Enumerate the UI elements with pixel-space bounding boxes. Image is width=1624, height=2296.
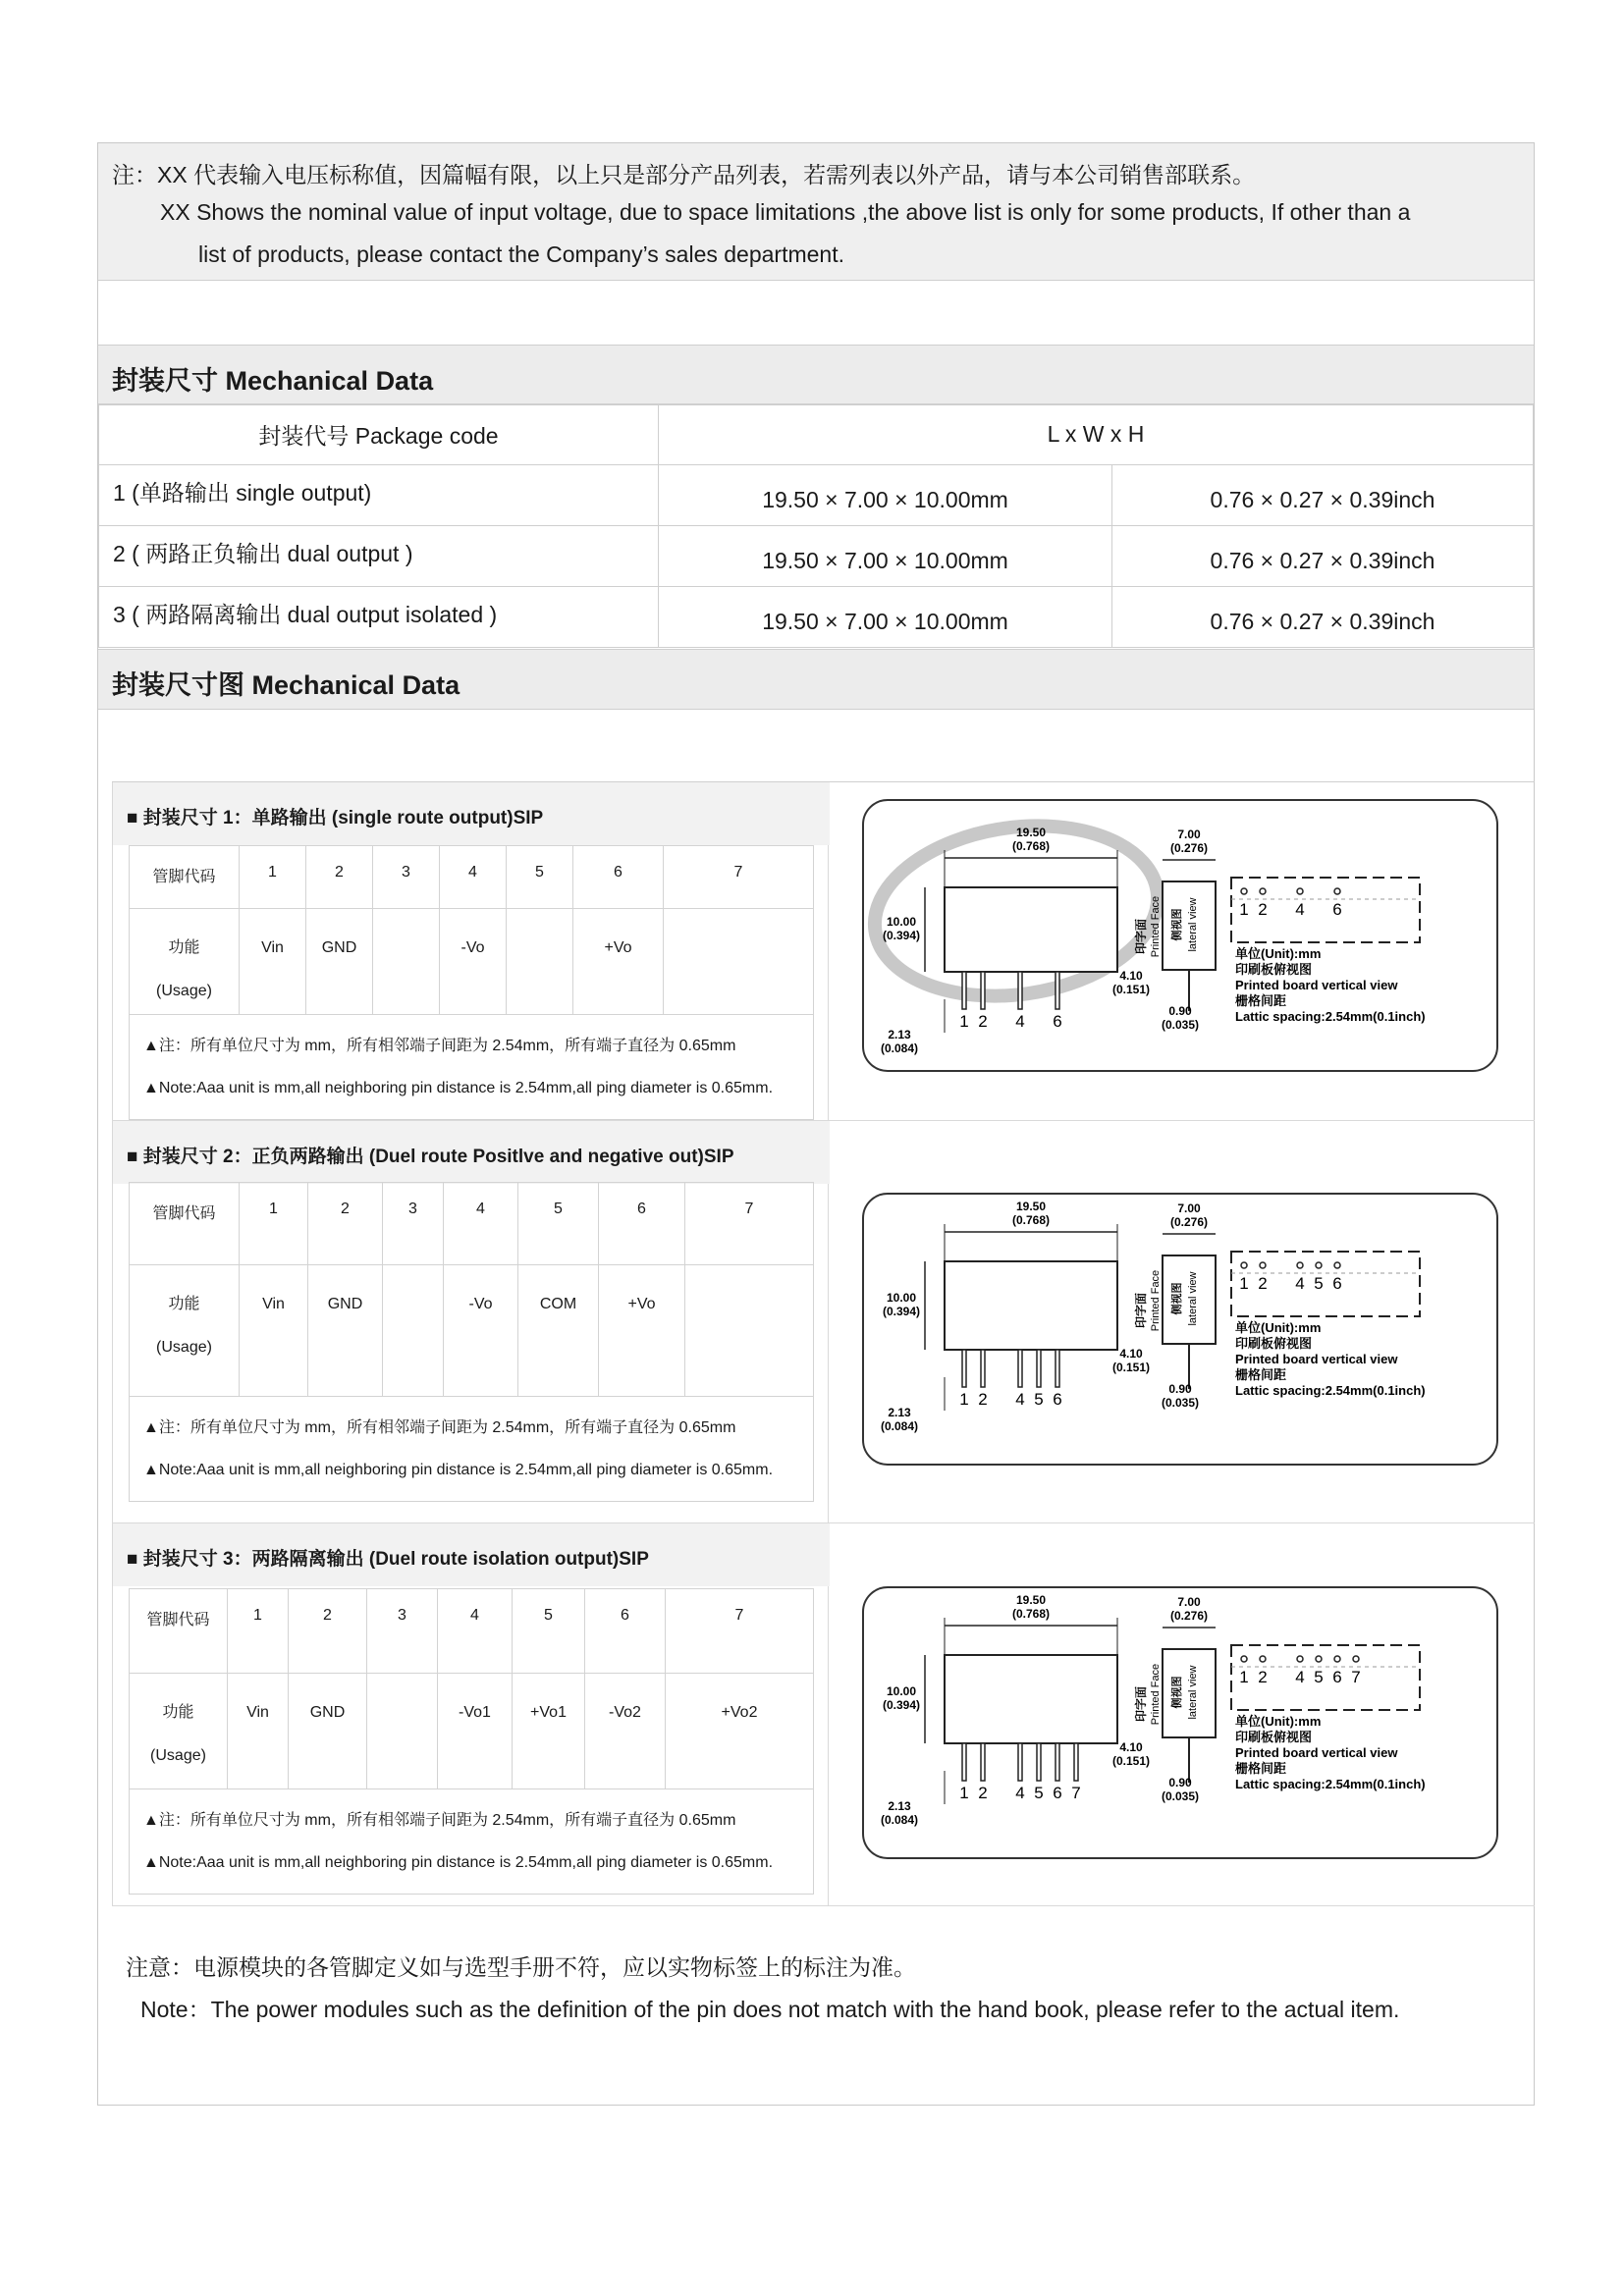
module-body xyxy=(945,1655,1117,1743)
pcb-pin-label: 5 xyxy=(1314,1668,1324,1686)
module-pin xyxy=(1056,1743,1059,1781)
spacing-label-en: Lattic spacing:2.54mm(0.1inch) xyxy=(1235,1777,1426,1791)
length-label: 19.50 xyxy=(1015,826,1047,839)
module-pin xyxy=(1037,1743,1041,1781)
pin-info-column xyxy=(112,782,829,1120)
pcb-pin-hole xyxy=(1353,1656,1359,1662)
section-heading-mechanical-data xyxy=(98,345,1534,405)
pin-width-label: 0.90 xyxy=(1168,1776,1192,1789)
package-block-2 xyxy=(112,1121,1535,1523)
pin-table xyxy=(129,1588,814,1895)
block-title xyxy=(113,1121,830,1184)
height-label: 10.00 xyxy=(886,1291,917,1305)
module-pin xyxy=(981,972,985,1009)
width-label: 7.00 xyxy=(1177,1595,1201,1609)
table-row xyxy=(99,465,1534,526)
section-heading-text: 封装尺寸图 Mechanical Data xyxy=(112,670,460,700)
module-pin xyxy=(1018,972,1022,1009)
pin-number: 1 xyxy=(240,846,306,909)
pin-table xyxy=(129,845,814,1120)
pin-table xyxy=(129,1182,814,1502)
pin-usage: -Vo xyxy=(444,1265,518,1397)
dims-inch-cell: 0.76 × 0.27 × 0.39inch xyxy=(1112,526,1534,587)
pin-usage xyxy=(383,1265,444,1397)
package-code-cell: 1 (单路输出 single output) xyxy=(99,465,659,526)
pin-note-cn: ▲注：所有单位尺寸为 mm，所有相邻端子间距为 2.54mm，所有端子直径为 0.65mm xyxy=(143,1038,736,1054)
printed-face-label-cn: 印字面 xyxy=(1134,1685,1148,1723)
height-label-inch: (0.394) xyxy=(882,1305,921,1318)
pcb-pin-label: 1 xyxy=(1239,1668,1249,1686)
pcb-pin-hole xyxy=(1260,888,1266,894)
bottom-note-cn: 注意：电源模块的各管脚定义如与选型手册不符，应以实物标签上的标注为准。 xyxy=(126,1954,916,1980)
pin-length-label-inch: (0.151) xyxy=(1111,1754,1151,1768)
pin-number: 2 xyxy=(306,846,373,909)
pin-usage: GND xyxy=(289,1674,367,1789)
pin-usage: +Vo1 xyxy=(513,1674,585,1789)
module-pin xyxy=(1074,1743,1078,1781)
width-label-inch: (0.276) xyxy=(1169,841,1209,855)
package-table-header xyxy=(99,404,1534,465)
unit-label: 单位(Unit):mm xyxy=(1235,946,1322,961)
width-label: 7.00 xyxy=(1177,1201,1201,1215)
pcb-view-label-en: Printed board vertical view xyxy=(1235,978,1398,992)
pin-usage-row xyxy=(130,909,814,1015)
pin-note-en: ▲Note:Aaa unit is mm,all neighboring pin distance is 2.54mm,all ping diameter is 0.65mm. xyxy=(143,1080,774,1096)
pin-number: 1 xyxy=(228,1589,289,1674)
pin-width-label-inch: (0.035) xyxy=(1161,1396,1200,1410)
mechanical-drawing-1 xyxy=(862,799,1498,1072)
pin-number: 7 xyxy=(666,1589,814,1674)
usage-label xyxy=(130,909,240,1015)
length-label: 19.50 xyxy=(1015,1200,1047,1213)
pin-label: 2 xyxy=(978,1390,988,1409)
package-table xyxy=(98,403,1534,648)
pin-note xyxy=(130,1789,814,1895)
pcb-pin-hole xyxy=(1297,1656,1303,1662)
pin-code-row xyxy=(130,1589,814,1674)
pin-usage xyxy=(507,909,573,1015)
length-label: 19.50 xyxy=(1015,1593,1047,1607)
pin-usage xyxy=(373,909,440,1015)
pin-label: 4 xyxy=(1015,1012,1025,1031)
pin-usage: GND xyxy=(308,1265,383,1397)
pcb-view-label-en: Printed board vertical view xyxy=(1235,1745,1398,1760)
module-pin xyxy=(1018,1743,1022,1781)
printed-face-label-en: Printed Face xyxy=(1150,895,1162,958)
pin-width-label-inch: (0.035) xyxy=(1161,1018,1200,1032)
lateral-view-label-cn: 侧视图 xyxy=(1171,1282,1183,1315)
drawing-column xyxy=(829,782,1535,1120)
pcb-pin-hole xyxy=(1297,888,1303,894)
table-row xyxy=(99,526,1534,587)
offset-label-inch: (0.084) xyxy=(880,1419,919,1433)
pcb-pin-label: 2 xyxy=(1258,900,1268,919)
pcb-pin-label: 2 xyxy=(1258,1668,1268,1686)
pin-width-label: 0.90 xyxy=(1168,1004,1192,1018)
pin-usage xyxy=(685,1265,814,1397)
pcb-pin-hole xyxy=(1241,1656,1247,1662)
pin-code-row xyxy=(130,1183,814,1265)
pin-label: 4 xyxy=(1015,1390,1025,1409)
pcb-view-label-cn: 印刷板俯视图 xyxy=(1235,1336,1313,1351)
offset-label: 2.13 xyxy=(888,1799,911,1813)
pin-code-label: 管脚代码 xyxy=(130,1589,228,1674)
pin-label: 7 xyxy=(1071,1784,1081,1802)
pin-number: 6 xyxy=(573,846,664,909)
length-label-inch: (0.768) xyxy=(1011,839,1051,853)
usage-label-cn: 功能 xyxy=(162,1704,194,1721)
top-note xyxy=(98,143,1534,281)
pcb-pin-hole xyxy=(1334,1262,1340,1268)
drawing-svg xyxy=(864,1195,1500,1468)
pcb-pin-label: 5 xyxy=(1314,1274,1324,1293)
pcb-pin-label: 6 xyxy=(1332,900,1342,919)
pin-number: 1 xyxy=(240,1183,308,1265)
block-title xyxy=(113,1523,830,1586)
spacing-label-en: Lattic spacing:2.54mm(0.1inch) xyxy=(1235,1383,1426,1398)
pin-label: 2 xyxy=(978,1012,988,1031)
pin-usage: Vin xyxy=(240,909,306,1015)
body-front-view xyxy=(945,887,1117,972)
pin-usage xyxy=(367,1674,438,1789)
package-block-1 xyxy=(112,782,1535,1121)
pcb-pin-hole xyxy=(1260,1656,1266,1662)
pcb-pin-hole xyxy=(1334,1656,1340,1662)
module-pin xyxy=(1056,972,1059,1009)
pcb-view-label-cn: 印刷板俯视图 xyxy=(1235,962,1313,977)
mechanical-drawing-2 xyxy=(862,1193,1498,1466)
pin-usage xyxy=(664,909,814,1015)
pin-number: 4 xyxy=(444,1183,518,1265)
module-pin xyxy=(1018,1350,1022,1387)
height-label-inch: (0.394) xyxy=(882,1698,921,1712)
pin-usage: GND xyxy=(306,909,373,1015)
length-label-inch: (0.768) xyxy=(1011,1213,1051,1227)
block-title xyxy=(113,782,830,845)
pin-number: 5 xyxy=(518,1183,599,1265)
height-label: 10.00 xyxy=(886,915,917,929)
pcb-pin-label: 6 xyxy=(1332,1668,1342,1686)
pin-usage-row xyxy=(130,1674,814,1789)
pcb-pin-hole xyxy=(1316,1656,1322,1662)
pin-label: 5 xyxy=(1034,1784,1044,1802)
pin-label: 2 xyxy=(978,1784,988,1802)
pin-code-label: 管脚代码 xyxy=(130,1183,240,1265)
pin-number: 7 xyxy=(664,846,814,909)
pin-number: 6 xyxy=(599,1183,685,1265)
pin-note-en: ▲Note:Aaa unit is mm,all neighboring pin distance is 2.54mm,all ping diameter is 0.65mm. xyxy=(143,1462,774,1478)
offset-label-inch: (0.084) xyxy=(880,1041,919,1055)
dims-mm-cell: 19.50 × 7.00 × 10.00mm xyxy=(659,587,1112,648)
lateral-view-label-en: lateral view xyxy=(1187,897,1199,952)
pin-usage: -Vo1 xyxy=(438,1674,513,1789)
pin-note-row xyxy=(130,1397,814,1502)
pcb-pin-label: 4 xyxy=(1295,1668,1305,1686)
pin-usage: COM xyxy=(518,1265,599,1397)
pcb-pin-label: 2 xyxy=(1258,1274,1268,1293)
module-pin xyxy=(962,1350,966,1387)
unit-label: 单位(Unit):mm xyxy=(1235,1714,1322,1729)
pcb-pin-hole xyxy=(1241,1262,1247,1268)
pin-length-label: 4.10 xyxy=(1119,1347,1143,1361)
pin-length-label-inch: (0.151) xyxy=(1111,1361,1151,1374)
top-note-line-2: XX Shows the nominal value of input voltage, due to space limitations ,the above list is only for some products, If other than a xyxy=(160,199,1411,225)
package-code-cell: 3 ( 两路隔离输出 dual output isolated ) xyxy=(99,587,659,648)
pin-info-column xyxy=(112,1523,829,1905)
drawing-svg xyxy=(864,1588,1500,1861)
usage-label-en: (Usage) xyxy=(156,1339,212,1356)
package-code-cell: 2 ( 两路正负输出 dual output ) xyxy=(99,526,659,587)
top-note-line-1: 注：XX 代表输入电压标称值，因篇幅有限，以上只是部分产品列表，若需列表以外产品，请与本公司销售部联系。 xyxy=(112,162,1256,187)
block-title-text: ■ 封装尺寸 1：单路输出 (single route output)SIP xyxy=(127,808,544,828)
drawing-column xyxy=(829,1121,1535,1522)
dims-inch-cell: 0.76 × 0.27 × 0.39inch xyxy=(1112,587,1534,648)
pcb-pin-label: 1 xyxy=(1239,1274,1249,1293)
pcb-pin-hole xyxy=(1334,888,1340,894)
offset-label: 2.13 xyxy=(888,1028,911,1041)
pin-number: 3 xyxy=(373,846,440,909)
drawing-column xyxy=(829,1523,1535,1905)
module-pin xyxy=(962,1743,966,1781)
spacing-label-cn: 栅格间距 xyxy=(1235,1367,1287,1382)
usage-label-en: (Usage) xyxy=(156,983,212,999)
pcb-view-label-en: Printed board vertical view xyxy=(1235,1352,1398,1366)
pin-label: 6 xyxy=(1053,1784,1062,1802)
pin-number: 5 xyxy=(513,1589,585,1674)
pin-note xyxy=(130,1397,814,1502)
pin-number: 5 xyxy=(507,846,573,909)
width-label-inch: (0.276) xyxy=(1169,1215,1209,1229)
pin-number: 7 xyxy=(685,1183,814,1265)
datasheet-page xyxy=(97,142,1535,2106)
lateral-view-label-en: lateral view xyxy=(1187,1271,1199,1326)
pcb-pin-label: 6 xyxy=(1332,1274,1342,1293)
dims-mm-cell: 19.50 × 7.00 × 10.00mm xyxy=(659,526,1112,587)
pin-label: 4 xyxy=(1015,1784,1025,1802)
pcb-pin-hole xyxy=(1260,1262,1266,1268)
usage-label-cn: 功能 xyxy=(168,1296,200,1312)
width-label: 7.00 xyxy=(1177,828,1201,841)
pin-length-label: 4.10 xyxy=(1119,1740,1143,1754)
pin-number: 4 xyxy=(440,846,507,909)
printed-face-label-cn: 印字面 xyxy=(1134,918,1148,955)
module-body xyxy=(945,1261,1117,1350)
pin-code-row xyxy=(130,846,814,909)
pcb-pin-label: 4 xyxy=(1295,1274,1305,1293)
usage-label-cn: 功能 xyxy=(168,939,200,956)
module-pin xyxy=(962,972,966,1009)
usage-label-en: (Usage) xyxy=(150,1747,206,1764)
unit-label: 单位(Unit):mm xyxy=(1235,1320,1322,1335)
pcb-pin-label: 7 xyxy=(1351,1668,1361,1686)
pin-usage: +Vo xyxy=(573,909,664,1015)
pin-note xyxy=(130,1015,814,1120)
printed-face-label-en: Printed Face xyxy=(1150,1269,1162,1332)
pin-usage: -Vo2 xyxy=(585,1674,666,1789)
pin-number: 3 xyxy=(367,1589,438,1674)
height-label: 10.00 xyxy=(886,1684,917,1698)
pin-number: 3 xyxy=(383,1183,444,1265)
pin-number: 4 xyxy=(438,1589,513,1674)
block-title-text: ■ 封装尺寸 3：两路隔离输出 (Duel route isolation output)SIP xyxy=(127,1549,649,1570)
pcb-pin-label: 4 xyxy=(1295,900,1305,919)
width-label-inch: (0.276) xyxy=(1169,1609,1209,1623)
spacing-label-cn: 栅格间距 xyxy=(1235,993,1287,1008)
pin-label: 1 xyxy=(959,1784,969,1802)
pin-info-column xyxy=(112,1121,829,1522)
spacing-label-en: Lattic spacing:2.54mm(0.1inch) xyxy=(1235,1009,1426,1024)
dims-mm-cell: 19.50 × 7.00 × 10.00mm xyxy=(659,465,1112,526)
pin-number: 2 xyxy=(308,1183,383,1265)
usage-label xyxy=(130,1265,240,1397)
pcb-pin-hole xyxy=(1297,1262,1303,1268)
pin-code-label: 管脚代码 xyxy=(130,846,240,909)
section-heading-mechanical-drawings xyxy=(98,649,1534,710)
mechanical-drawing-3 xyxy=(862,1586,1498,1859)
pin-note-row xyxy=(130,1015,814,1120)
lateral-view-label-cn: 侧视图 xyxy=(1171,1676,1183,1709)
pin-note-cn: ▲注：所有单位尺寸为 mm，所有相邻端子间距为 2.54mm，所有端子直径为 0.65mm xyxy=(143,1419,736,1436)
table-row xyxy=(99,587,1534,648)
lateral-view-label-cn: 侧视图 xyxy=(1171,908,1183,941)
length-label-inch: (0.768) xyxy=(1011,1607,1051,1621)
lateral-view-label-en: lateral view xyxy=(1187,1665,1199,1720)
pin-note-row xyxy=(130,1789,814,1895)
pin-label: 1 xyxy=(959,1390,969,1409)
spacing-label-cn: 栅格间距 xyxy=(1235,1761,1287,1776)
pin-usage: +Vo xyxy=(599,1265,685,1397)
height-label-inch: (0.394) xyxy=(882,929,921,942)
module-pin xyxy=(1037,1350,1041,1387)
pin-width-label: 0.90 xyxy=(1168,1382,1192,1396)
pin-label: 1 xyxy=(959,1012,969,1031)
pcb-pin-hole xyxy=(1241,888,1247,894)
printed-face-label-cn: 印字面 xyxy=(1134,1292,1148,1329)
usage-label xyxy=(130,1674,228,1789)
module-pin xyxy=(981,1350,985,1387)
pin-number: 6 xyxy=(585,1589,666,1674)
pin-label: 6 xyxy=(1053,1012,1062,1031)
drawings-area xyxy=(112,781,1535,1905)
block-title-text: ■ 封装尺寸 2：正负两路输出 (Duel route Positlve and negative out)SIP xyxy=(127,1147,734,1167)
pcb-view-label-cn: 印刷板俯视图 xyxy=(1235,1730,1313,1744)
header-package-code: 封装代号 Package code xyxy=(99,404,659,465)
pin-usage: -Vo xyxy=(440,909,507,1015)
module-pin xyxy=(981,1743,985,1781)
pin-note-en: ▲Note:Aaa unit is mm,all neighboring pin distance is 2.54mm,all ping diameter is 0.65mm. xyxy=(143,1854,774,1871)
printed-face-label-en: Printed Face xyxy=(1150,1663,1162,1726)
pcb-pin-hole xyxy=(1316,1262,1322,1268)
section-heading-text: 封装尺寸 Mechanical Data xyxy=(112,366,434,396)
pin-length-label-inch: (0.151) xyxy=(1111,983,1151,996)
offset-label-inch: (0.084) xyxy=(880,1813,919,1827)
pin-usage: Vin xyxy=(228,1674,289,1789)
pin-note-cn: ▲注：所有单位尺寸为 mm，所有相邻端子间距为 2.54mm，所有端子直径为 0.65mm xyxy=(143,1812,736,1829)
offset-label: 2.13 xyxy=(888,1406,911,1419)
pin-usage: Vin xyxy=(240,1265,308,1397)
pin-usage: +Vo2 xyxy=(666,1674,814,1789)
pin-usage-row xyxy=(130,1265,814,1397)
bottom-note-en: Note：The power modules such as the definition of the pin does not match with the hand book, please refer to the actual item. xyxy=(140,1997,1400,2022)
pin-label: 6 xyxy=(1053,1390,1062,1409)
dims-inch-cell: 0.76 × 0.27 × 0.39inch xyxy=(1112,465,1534,526)
header-dimensions: L x W x H xyxy=(659,404,1534,465)
package-block-3 xyxy=(112,1523,1535,1906)
pin-length-label: 4.10 xyxy=(1119,969,1143,983)
pin-label: 5 xyxy=(1034,1390,1044,1409)
pin-number: 2 xyxy=(289,1589,367,1674)
pcb-pin-label: 1 xyxy=(1239,900,1249,919)
pin-width-label-inch: (0.035) xyxy=(1161,1789,1200,1803)
drawing-svg xyxy=(864,801,1500,1074)
module-pin xyxy=(1056,1350,1059,1387)
top-note-line-3: list of products, please contact the Company’s sales department. xyxy=(198,241,844,267)
